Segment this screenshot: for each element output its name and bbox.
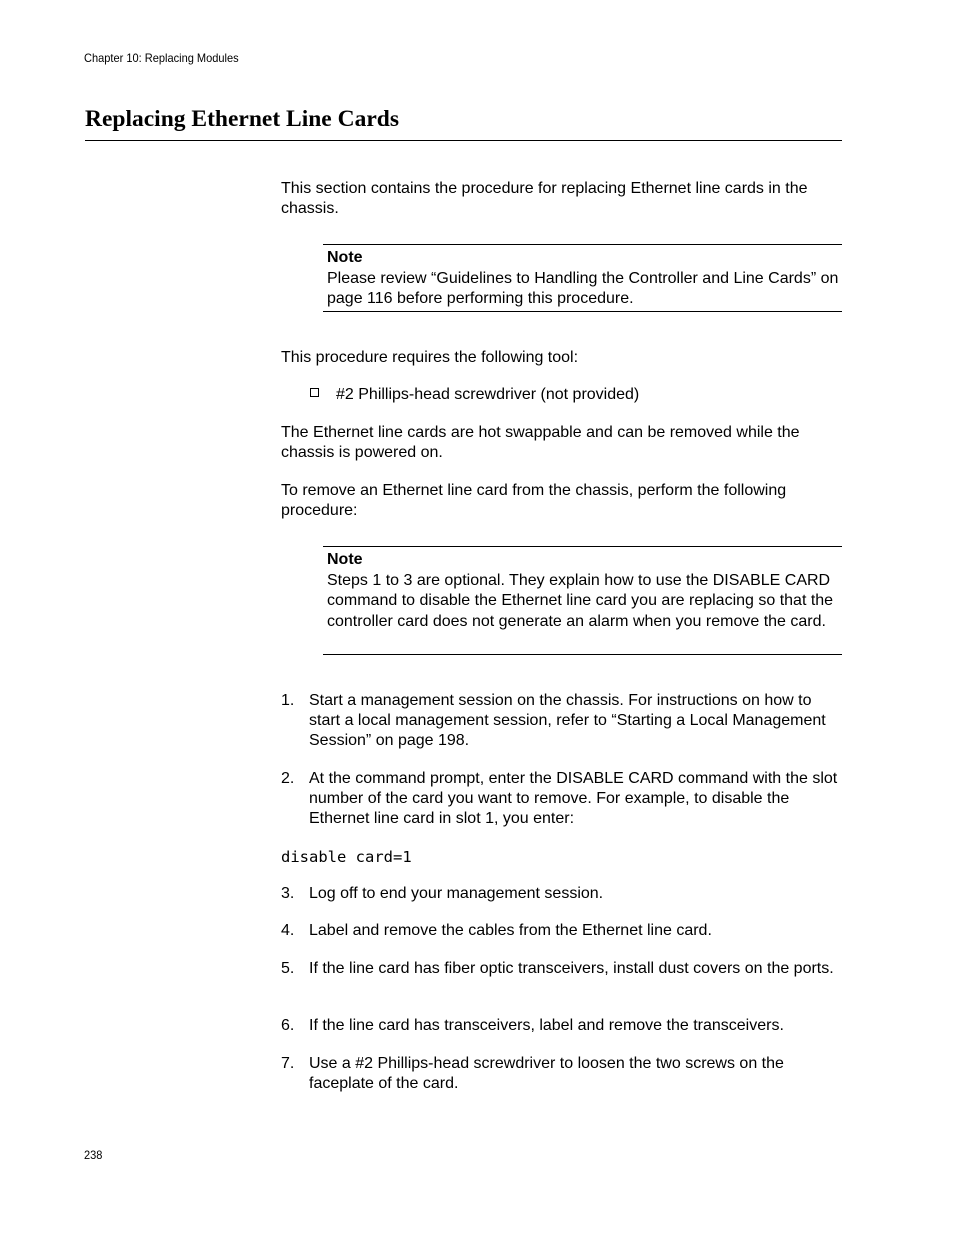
hot-swap-paragraph: The Ethernet line cards are hot swappable and can be removed while the chassis is powered on.	[281, 424, 800, 461]
step-text: If the line card has transceivers, label and remove the transceivers.	[309, 1017, 784, 1034]
step-number: 2.	[281, 770, 295, 787]
step-number: 1.	[281, 692, 295, 709]
note-box-guidelines	[323, 244, 842, 312]
tool-intro-paragraph: This procedure requires the following tool:	[281, 349, 579, 366]
running-header: Chapter 10: Replacing Modules	[84, 51, 239, 65]
page-number: 238	[84, 1148, 103, 1162]
section-title: Replacing Ethernet Line Cards	[85, 106, 399, 132]
title-divider	[85, 140, 842, 141]
step-text: Log off to end your management session.	[309, 885, 604, 902]
note-text: Steps 1 to 3 are optional. They explain how to use the DISABLE CARD command to disable the Ethernet line card you are replacing so that the controller card does not generate an alarm when you remove the card.	[327, 571, 834, 630]
procedure-step	[281, 691, 843, 751]
remove-intro-paragraph: To remove an Ethernet line card from the chassis, perform the following procedure:	[281, 482, 787, 519]
step-text: Start a management session on the chassis. For instructions on how to start a local management session, refer to “Starting a Local Management Session” on page 198.	[309, 692, 826, 749]
procedure-step	[281, 959, 843, 979]
procedure-step	[281, 921, 843, 941]
tool-item-text: #2 Phillips-head screwdriver (not provided)	[336, 386, 640, 403]
step-text: Label and remove the cables from the Ethernet line card.	[309, 922, 712, 939]
note-label: Note	[327, 249, 363, 266]
note-label: Note	[327, 551, 363, 568]
command-example: disable card=1	[281, 848, 412, 866]
procedure-step	[281, 1054, 843, 1094]
step-number: 5.	[281, 960, 295, 977]
procedure-step	[281, 884, 843, 904]
note-box-optional-steps	[323, 546, 842, 655]
procedure-step	[281, 769, 843, 829]
step-text: Use a #2 Phillips-head screwdriver to loosen the two screws on the faceplate of the card.	[309, 1055, 784, 1092]
step-number: 6.	[281, 1017, 295, 1034]
step-text: At the command prompt, enter the DISABLE CARD command with the slot number of the card you want to remove. For example, to disable the Ethernet line card in slot 1, you enter:	[309, 770, 838, 827]
step-number: 4.	[281, 922, 295, 939]
step-number: 7.	[281, 1055, 295, 1072]
note-text: Please review “Guidelines to Handling the Controller and Line Cards” on page 116 before performing this procedure.	[327, 269, 839, 307]
intro-paragraph: This section contains the procedure for replacing Ethernet line cards in the chassis.	[281, 180, 808, 217]
tool-list-item	[310, 385, 639, 405]
checkbox-bullet-icon	[310, 388, 319, 397]
step-text: If the line card has fiber optic transceivers, install dust covers on the ports.	[309, 960, 834, 977]
procedure-step	[281, 1016, 843, 1036]
step-number: 3.	[281, 885, 295, 902]
